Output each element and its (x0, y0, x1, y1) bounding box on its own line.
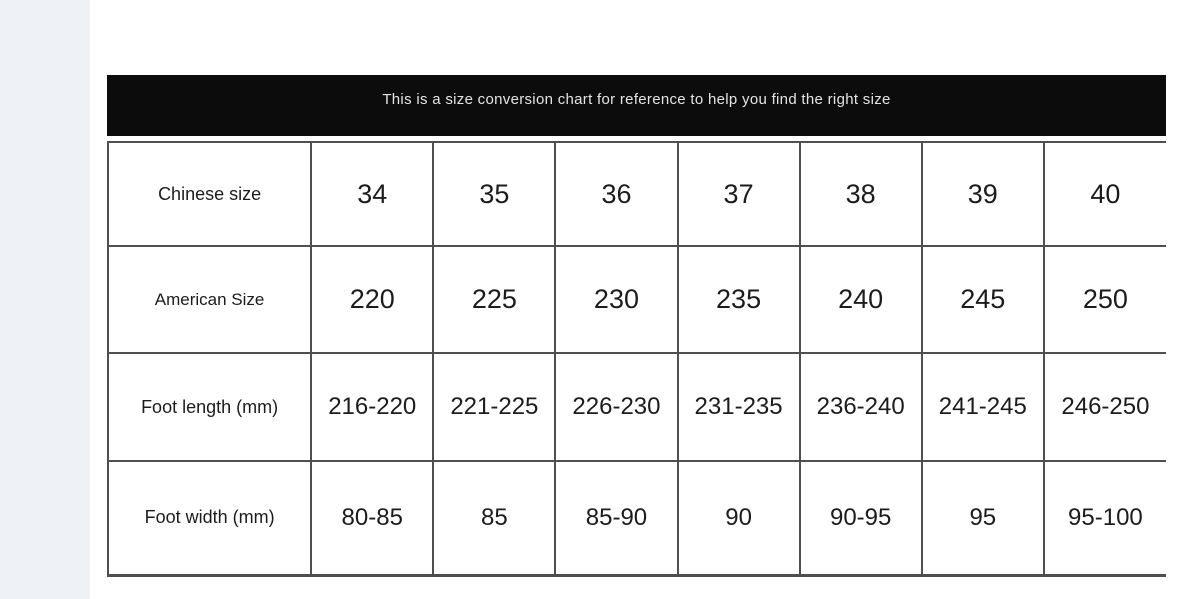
table-row-american-size (108, 246, 1166, 353)
size-cell: 38 (800, 142, 922, 246)
size-cell: 39 (922, 142, 1044, 246)
size-cell: 221-225 (433, 353, 555, 461)
row-header-foot-width: Foot width (mm) (108, 461, 311, 575)
size-cell: 231-235 (678, 353, 800, 461)
size-cell: 241-245 (922, 353, 1044, 461)
left-margin-strip (0, 0, 90, 599)
size-cell: 40 (1044, 142, 1166, 246)
size-cell: 95-100 (1044, 461, 1166, 575)
row-header-american-size: American Size (108, 246, 311, 353)
size-cell: 220 (311, 246, 433, 353)
size-cell: 230 (555, 246, 677, 353)
size-table (107, 141, 1166, 577)
table-row-foot-length (108, 353, 1166, 461)
chart-title: This is a size conversion chart for reference to help you find the right size (382, 91, 891, 108)
size-cell: 236-240 (800, 353, 922, 461)
size-cell: 90-95 (800, 461, 922, 575)
size-cell: 35 (433, 142, 555, 246)
size-cell: 250 (1044, 246, 1166, 353)
size-cell: 95 (922, 461, 1044, 575)
size-cell: 80-85 (311, 461, 433, 575)
size-cell: 235 (678, 246, 800, 353)
size-cell: 216-220 (311, 353, 433, 461)
row-header-foot-length: Foot length (mm) (108, 353, 311, 461)
size-cell: 90 (678, 461, 800, 575)
size-conversion-chart (107, 75, 1166, 577)
size-cell: 34 (311, 142, 433, 246)
row-header-chinese-size: Chinese size (108, 142, 311, 246)
chart-title-bar (107, 75, 1166, 136)
size-cell: 246-250 (1044, 353, 1166, 461)
size-cell: 225 (433, 246, 555, 353)
size-cell: 85-90 (555, 461, 677, 575)
table-row-foot-width (108, 461, 1166, 575)
table-row-chinese-size (108, 142, 1166, 246)
size-cell: 37 (678, 142, 800, 246)
size-cell: 245 (922, 246, 1044, 353)
size-cell: 226-230 (555, 353, 677, 461)
size-cell: 36 (555, 142, 677, 246)
size-cell: 85 (433, 461, 555, 575)
size-cell: 240 (800, 246, 922, 353)
